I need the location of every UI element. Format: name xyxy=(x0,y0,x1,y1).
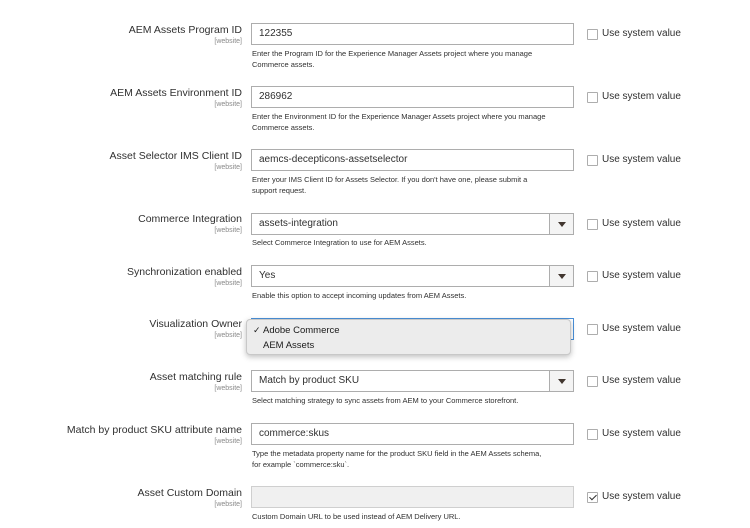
option-label: AEM Assets xyxy=(263,340,315,351)
commerce-integration-label xyxy=(138,213,242,235)
field-label: Asset matching rule xyxy=(149,371,242,383)
ims-client-id-label xyxy=(110,150,242,172)
field-label: Commerce Integration xyxy=(138,213,242,225)
checkmark-icon: ✓ xyxy=(253,325,261,335)
scope-label: [website] xyxy=(214,38,242,45)
note-line: Select Commerce Integration to use for AEM Assets. xyxy=(252,238,427,247)
use-system-value-checkbox[interactable] xyxy=(587,429,598,440)
select-toggle[interactable] xyxy=(549,266,573,286)
use-system-value-label: Use system value xyxy=(602,28,681,39)
synchronization-note xyxy=(252,290,582,301)
commerce-integration-select[interactable] xyxy=(251,213,574,235)
chevron-down-icon xyxy=(558,274,566,279)
asset-matching-rule-label xyxy=(150,371,242,393)
program-id-label xyxy=(129,24,242,46)
scope-label: [website] xyxy=(214,385,242,392)
field-label: Asset Custom Domain xyxy=(137,487,242,499)
environment-id-label xyxy=(110,87,242,109)
field-label: AEM Assets Environment ID xyxy=(110,87,242,99)
scope-label: [website] xyxy=(214,164,242,171)
note-line: Enter your IMS Client ID for Assets Selector. If you don't have one, please submit a xyxy=(252,175,528,184)
commerce-integration-note xyxy=(252,237,582,248)
note-line: support request. xyxy=(252,186,307,195)
asset-matching-rule-select[interactable] xyxy=(251,370,574,392)
scope-label: [website] xyxy=(214,280,242,287)
use-system-value-checkbox[interactable] xyxy=(587,219,598,230)
field-label: AEM Assets Program ID xyxy=(128,24,242,36)
custom-domain-label xyxy=(138,487,242,509)
scope-label: [website] xyxy=(214,501,242,508)
use-system-value-label: Use system value xyxy=(602,375,681,386)
use-system-value-label: Use system value xyxy=(602,91,681,102)
option-label: Adobe Commerce xyxy=(263,325,340,336)
field-label: Asset Selector IMS Client ID xyxy=(109,150,242,162)
dropdown-option-aem-assets[interactable] xyxy=(247,338,570,353)
use-system-value-label: Use system value xyxy=(602,218,681,229)
sku-attribute-note xyxy=(252,448,582,470)
select-value: assets-integration xyxy=(259,218,338,229)
select-value: Match by product SKU xyxy=(259,375,360,386)
note-line: Select matching strategy to sync assets from AEM to your Commerce storefront. xyxy=(252,396,519,405)
use-system-value-checkbox[interactable] xyxy=(587,92,598,103)
note-line: Type the metadata property name for the product SKU field in the AEM Assets schema, xyxy=(252,449,542,458)
note-line: Enter the Environment ID for the Experience Manager Assets project where you manage xyxy=(252,112,546,121)
note-line: Commerce assets. xyxy=(252,123,315,132)
scope-label: [website] xyxy=(214,332,242,339)
program-id-input[interactable]: 122355 xyxy=(251,23,574,45)
field-label: Match by product SKU attribute name xyxy=(66,424,242,436)
custom-domain-input[interactable] xyxy=(251,486,574,508)
synchronization-label xyxy=(127,266,242,288)
use-system-value-label: Use system value xyxy=(602,323,681,334)
use-system-value-checkbox[interactable] xyxy=(587,155,598,166)
select-value: Yes xyxy=(259,270,276,281)
ims-client-id-note xyxy=(252,174,582,196)
use-system-value-label: Use system value xyxy=(602,491,681,502)
scope-label: [website] xyxy=(214,438,242,445)
note-line: Commerce assets. xyxy=(252,60,315,69)
note-line: Enable this option to accept incoming updates from AEM Assets. xyxy=(252,291,467,300)
use-system-value-checkbox[interactable] xyxy=(587,29,598,40)
note-line: Custom Domain URL to be used instead of AEM Delivery URL. xyxy=(252,512,461,521)
use-system-value-checkbox[interactable] xyxy=(587,492,598,503)
select-toggle[interactable] xyxy=(549,371,573,391)
chevron-down-icon xyxy=(558,379,566,384)
ims-client-id-input[interactable]: aemcs-decepticons-assetselector xyxy=(251,149,574,171)
use-system-value-checkbox[interactable] xyxy=(587,271,598,282)
use-system-value-label: Use system value xyxy=(602,154,681,165)
note-line: Enter the Program ID for the Experience Manager Assets project where you manage xyxy=(252,49,533,58)
select-toggle[interactable] xyxy=(549,214,573,234)
visualization-owner-dropdown xyxy=(246,319,571,355)
environment-id-note xyxy=(252,111,582,133)
sku-attribute-label xyxy=(67,424,242,446)
visualization-owner-label xyxy=(149,318,242,340)
field-label: Synchronization enabled xyxy=(127,266,242,278)
synchronization-select[interactable] xyxy=(251,265,574,287)
use-system-value-checkbox[interactable] xyxy=(587,376,598,387)
use-system-value-checkbox[interactable] xyxy=(587,324,598,335)
use-system-value-label: Use system value xyxy=(602,270,681,281)
program-id-note xyxy=(252,48,582,70)
custom-domain-note xyxy=(252,511,582,522)
field-label: Visualization Owner xyxy=(149,318,242,330)
sku-attribute-input[interactable]: commerce:skus xyxy=(251,423,574,445)
asset-matching-rule-note xyxy=(252,395,582,406)
scope-label: [website] xyxy=(214,227,242,234)
scope-label: [website] xyxy=(214,101,242,108)
use-system-value-label: Use system value xyxy=(602,428,681,439)
environment-id-input[interactable]: 286962 xyxy=(251,86,574,108)
note-line: for example `commerce:sku`. xyxy=(252,460,350,469)
chevron-down-icon xyxy=(558,222,566,227)
dropdown-option-adobe-commerce[interactable] xyxy=(247,323,570,338)
